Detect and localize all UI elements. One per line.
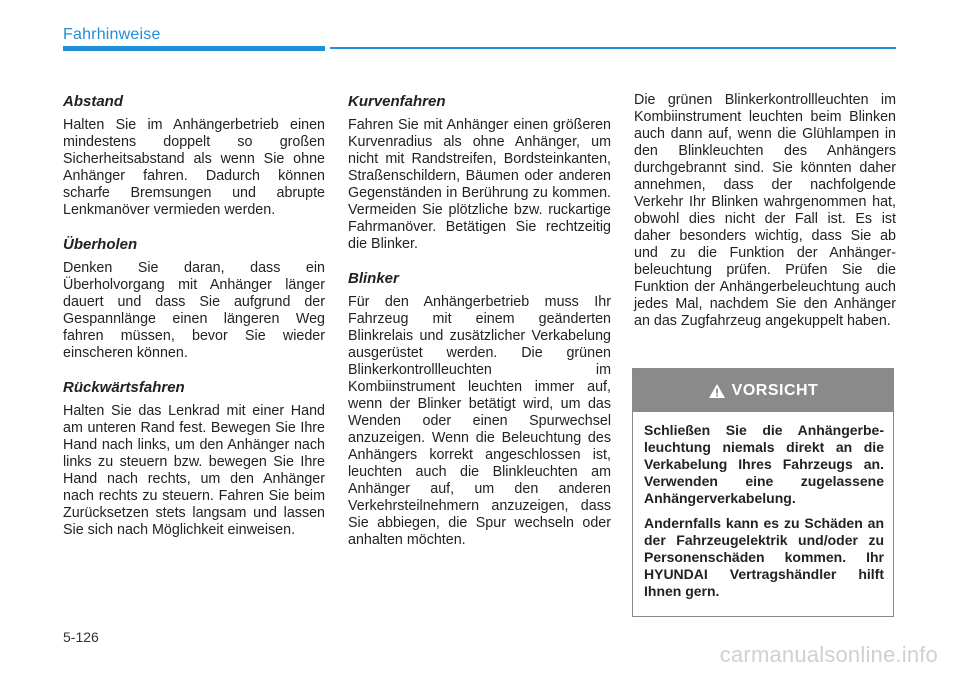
section-heading: Überholen (63, 236, 138, 253)
section-title: Fahrhinweise (63, 26, 161, 43)
section-ueberholen (63, 235, 325, 362)
page-number: 5-126 (63, 629, 99, 645)
warning-triangle-icon (708, 383, 726, 399)
section-kurvenfahren (348, 92, 611, 253)
column-1 (63, 92, 325, 539)
caution-text: Schließen Sie die Anhängerbeleuchtung niemals direkt an die Verkabelung Ihres Fahrzeugs an. Verwenden eine zugelassene Anhängerverkabelung. (644, 422, 884, 506)
caution-header (633, 369, 893, 412)
section-abstand (63, 92, 325, 219)
section-text: Fahren Sie mit Anhänger einen größeren Kurvenradius als ohne Anhänger, um nicht mit Randstreifen, Bordsteinkanten, Straßenschildern, Bäumen oder anderen Gegenständen in Berührung zu kommen. Vermeiden Sie plötzliche bzw. ruckartige Fahrmanöver. Betätigen Sie rechtzeitig die Blinker. (348, 117, 611, 252)
section-blinker (348, 269, 611, 549)
section-text: Für den Anhängerbetrieb muss Ihr Fahrzeug mit einem geänderten Blinkrelais und zusätzlicher Verkabelung ausgerüstet werden. Die grünen Blinkerkontrollleuchten im Kombiinstrument leuchten immer auf, wenn der Blinker betätigt wird, um das Wenden oder einen Spurwechsel anzuzeigen. Wenn die Beleuchtung des Anhängers korrekt angeschlossen ist, leuchten auch die Blinkleuchten am Anhänger auf, um den anderen Verkehrsteilnehmern anzuzeigen, dass Sie abbiegen, die Spur wechseln oder anhalten möchten. (348, 294, 611, 548)
caution-box (632, 368, 894, 617)
caution-body (633, 412, 893, 600)
section-text: Halten Sie das Lenkrad mit einer Hand am unteren Rand fest. Bewegen Sie Ihre Hand nach links, um den Anhänger nach links zu steuern bzw. bewegen Sie Ihre Hand nach rechts, um den Anhänger nach rechts zu steuern. Fahren Sie beim Zurücksetzen stets langsam und lassen Sie sich nach Möglichkeit einweisen. (63, 403, 325, 538)
column-2 (348, 92, 611, 549)
section-text: Halten Sie im Anhängerbetrieb einen mindestens doppelt so großen Sicherheitsabstand als wenn Sie ohne Anhänger fahren. Dadurch können scharfe Bremsungen und abrupte Lenkmanöver vermieden werden. (63, 117, 325, 218)
section-heading: Kurvenfahren (348, 93, 446, 110)
section-heading: Rückwärtsfahren (63, 379, 185, 396)
section-text: Denken Sie daran, dass ein Überholvorgang mit Anhänger länger dauert und dass Sie aufgrund der Gespannlänge einen längeren Weg fahren müssen, bevor Sie wieder einscheren können. (63, 260, 325, 361)
section-heading: Blinker (348, 270, 399, 287)
header-rule-thick (63, 46, 325, 51)
column-3 (634, 92, 896, 330)
section-text: Die grünen Blinkerkontrollleuchten im Kombiinstrument leuchten beim Blinken auch dann auf, wenn die Glühlampen in den Blinkleuchten des Anhängers durchgebrannt sind. Sie könnten daher annehmen, dass der nachfolgende Verkehr Ihr Blinken wahrgenommen hat, obwohl dies nicht der Fall ist. Es ist daher besonders wichtig, dass Sie ab und zu die Funktion der Anhängerbeleuchtung prüfen. Prüfen Sie die Funktion der Anhängerbeleuchtung auch jedes Mal, nachdem Sie den Anhänger an das Zugfahrzeug angekuppelt haben. (634, 92, 896, 329)
caution-text: Andernfalls kann es zu Schäden an der Fahrzeugelektrik und/oder zu Personenschäden kommen. Ihr HYUNDAI Vertragshändler hilft Ihnen gern. (644, 515, 884, 599)
header-rule-thin (330, 47, 896, 49)
watermark: carmanualsonline.info (719, 642, 938, 667)
section-rueckwaertsfahren (63, 378, 325, 539)
section-heading: Abstand (63, 93, 123, 110)
caution-title: VORSICHT (731, 381, 819, 399)
